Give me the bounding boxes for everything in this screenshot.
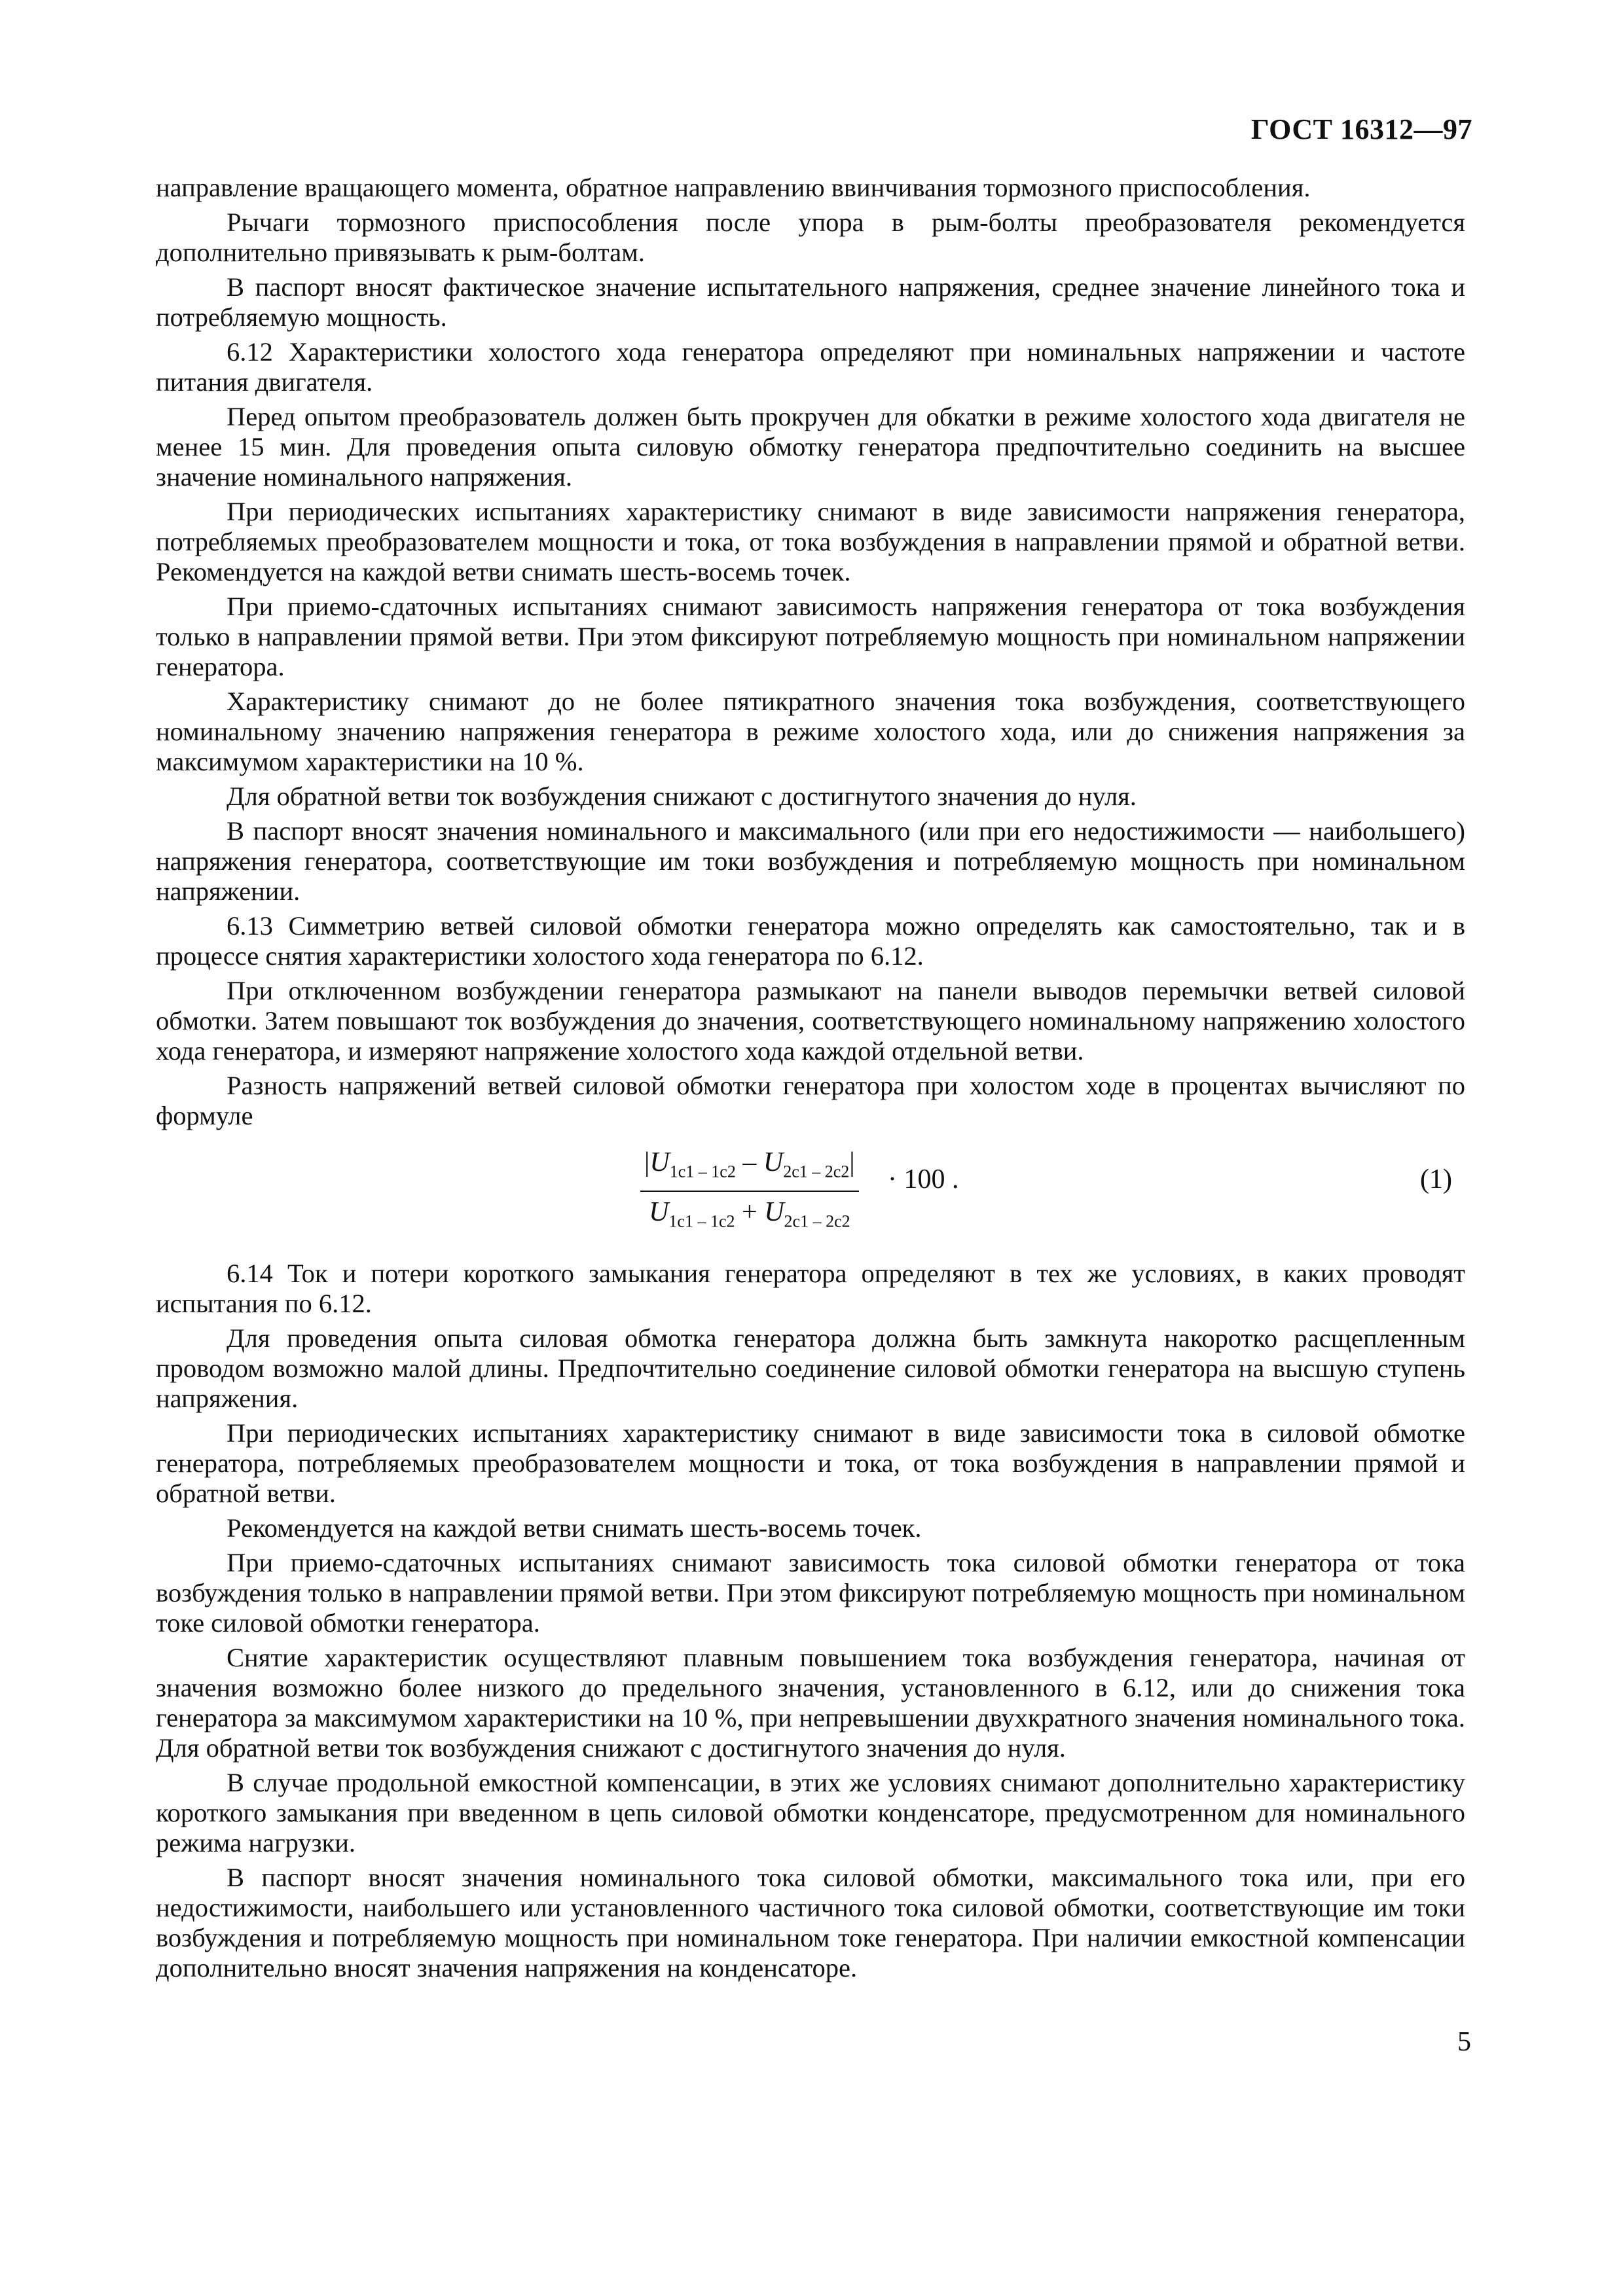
minus-sign: – [735,1147,763,1177]
paragraph: При приемо-сдаточных испытаниях снимают зависимость напряжения генератора от тока возбуждения только в направлении прямой ветви. При этом фиксируют потребляемую мощность при номинальном напряжении генератора. [156,592,1465,681]
paragraph: Рычаги тормозного приспособления после упора в рым-болты преобразователя рекомендуется дополнительно привязывать к рым-болтам. [156,207,1465,267]
voltage-symbol: U [764,1197,784,1228]
paragraph: Для проведения опыта силовая обмотка генератора должна быть замкнута накоротко расщепленным проводом возможно малой длины. Предпочтительно соединение силовой обмотки генератора на высшую ступень напряжения. [156,1323,1465,1413]
formula-fraction [640,1147,859,1237]
formula-numerator [640,1147,859,1192]
formula-number: (1) [1420,1164,1452,1194]
voltage-subscript: 1c1 – 1c2 [668,1211,735,1231]
voltage-symbol: U [763,1147,784,1177]
paragraph: В паспорт вносят значения номинального и максимального (или при его недостижимости — наибольшего) напряжения генератора, соответствующие им токи возбуждения и потребляемую мощность при номинальном напряжении. [156,816,1465,906]
document-body [156,173,1465,1988]
paragraph: Снятие характеристик осуществляют плавным повышением тока возбуждения генератора, начиная от значения возможно более низкого до предельного значения, установленного в 6.12, или до снижения тока генератора за максимумом характеристики на 10 %, при непревышении двухкратного значения номинального тока. Для обратной ветви ток возбуждения снижают с достигнутого значения до нуля. [156,1643,1465,1763]
paragraph: В случае продольной емкостной компенсации, в этих же условиях снимают дополнительно характеристику короткого замыкания при введенном в цепь силовой обмотки конденсаторе, предусмотренном для номинального режима нагрузки. [156,1768,1465,1857]
voltage-symbol: U [649,1197,669,1228]
abs-close: | [849,1147,855,1177]
paragraph: При периодических испытаниях характеристику снимают в виде зависимости напряжения генератора, потребляемых преобразователем мощности и тока, от тока возбуждения в направлении прямой и обратной ветви. Рекомендуется на каждой ветви снимать шесть-восемь точек. [156,497,1465,586]
voltage-subscript: 1c1 – 1c2 [669,1162,736,1181]
formula-multiplier: · 100 . [888,1164,959,1194]
paragraphs-bottom [156,1259,1465,1983]
page-number: 5 [1457,2027,1471,2057]
voltage-symbol: U [649,1147,670,1177]
abs-open: | [644,1147,650,1177]
paragraph: Характеристику снимают до не более пятикратного значения тока возбуждения, соответствующего номинальному значению напряжения генератора в режиме холостого хода, или до снижения напряжения за максимумом характеристики на 10 %. [156,687,1465,776]
paragraph: направление вращающего момента, обратное направлению ввинчивания тормозного приспособления. [156,173,1311,202]
paragraph: 6.12 Характеристики холостого хода генератора определяют при номинальных напряжении и частоте питания двигателя. [156,337,1465,397]
paragraphs-top [156,173,1465,1131]
paragraph: 6.14 Ток и потери короткого замыкания генератора определяют в тех же условиях, в каких проводят испытания по 6.12. [156,1259,1465,1318]
paragraph: При отключенном возбуждении генератора размыкают на панели выводов перемычки ветвей силовой обмотки. Затем повышают ток возбуждения до значения, соответствующего номинальному напряжению холостого хода генератора, и измеряют напряжение холостого хода каждой отдельной ветви. [156,976,1465,1066]
paragraph: Разность напряжений ветвей силовой обмотки генератора при холостом ходе в процентах вычисляют по формуле [156,1071,1465,1130]
paragraph: Рекомендуется на каждой ветви снимать шесть-восемь точек. [227,1513,922,1543]
formula-denominator [640,1192,859,1236]
paragraph: В паспорт вносят значения номинального тока силовой обмотки, максимального тока или, при его недостижимости, наибольшего или установленного частичного тока силовой обмотки, соответствующие им токи возбуждения и потребляемую мощность при номинальном токе генератора. При наличии емкостной компенсации дополнительно вносят значения напряжения на конденсаторе. [156,1863,1465,1982]
plus-sign: + [735,1197,765,1228]
paragraph: Для обратной ветви ток возбуждения снижают с достигнутого значения до нуля. [227,781,1137,811]
paragraph: При приемо-сдаточных испытаниях снимают зависимость тока силовой обмотки генератора от тока возбуждения только в направлении прямой ветви. При этом фиксируют потребляемую мощность при номинальном токе силовой обмотки генератора. [156,1548,1465,1638]
paragraph: В паспорт вносят фактическое значение испытательного напряжения, среднее значение линейного тока и потребляемую мощность. [156,272,1465,332]
formula-block [156,1136,1465,1234]
paragraph: При периодических испытаниях характеристику снимают в виде зависимости тока в силовой обмотке генератора, потребляемых преобразователем мощности и тока, от тока возбуждения в направлении прямой и обратной ветви. [156,1418,1465,1508]
paragraph: Перед опытом преобразователь должен быть прокручен для обкатки в режиме холостого хода двигателя не менее 15 мин. Для проведения опыта силовую обмотку генератора предпочтительно соединить на высшее значение номинального напряжения. [156,402,1465,492]
voltage-subscript: 2c1 – 2c2 [783,1162,850,1181]
paragraph: 6.13 Симметрию ветвей силовой обмотки генератора можно определять как самостоятельно, так и в процессе снятия характеристики холостого хода генератора по 6.12. [156,911,1465,971]
voltage-subscript: 2c1 – 2c2 [784,1211,850,1231]
standard-code-header: ГОСТ 16312—97 [1250,113,1472,145]
